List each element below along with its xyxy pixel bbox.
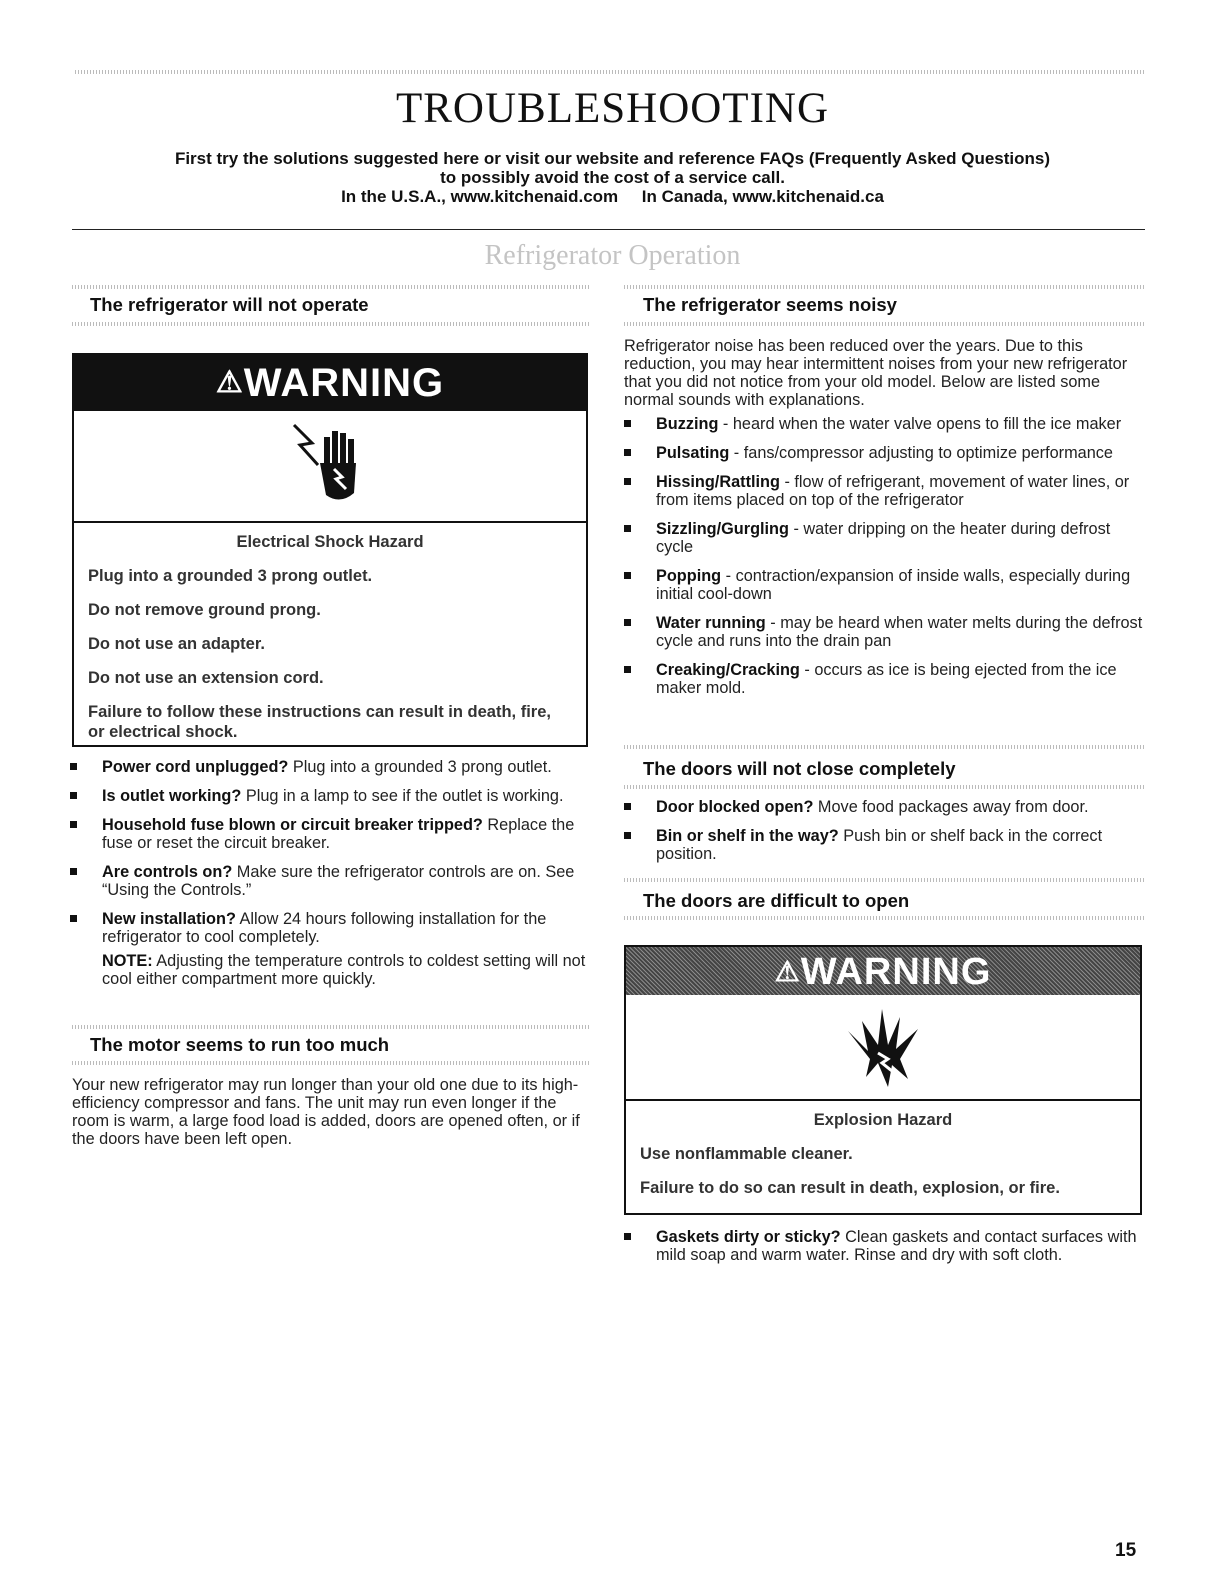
heading-will-not-operate: The refrigerator will not operate bbox=[90, 294, 369, 315]
bullet-icon bbox=[624, 619, 631, 626]
explosion-warning-box bbox=[624, 945, 1142, 1215]
right-rule-3 bbox=[624, 745, 1146, 749]
section-title: Refrigerator Operation bbox=[484, 240, 741, 271]
noisy-section bbox=[624, 337, 1146, 708]
intro-line-1: First try the solutions suggested here or visit our website and reference FAQs (Frequently Asked Questions) bbox=[174, 149, 1051, 168]
bullet-icon bbox=[70, 915, 77, 922]
left-rule-3 bbox=[72, 1025, 590, 1029]
right-rule-4 bbox=[624, 785, 1146, 789]
right-rule-6 bbox=[624, 916, 1146, 920]
heading-doors-not-close: The doors will not close completely bbox=[643, 758, 956, 779]
hazard-title: Electrical Shock Hazard bbox=[236, 533, 424, 551]
bullet-icon bbox=[70, 763, 77, 770]
hazard-title: Explosion Hazard bbox=[813, 1111, 953, 1129]
intro-line-2: to possibly avoid the cost of a service call. bbox=[440, 168, 785, 187]
heading-doors-difficult: The doors are difficult to open bbox=[643, 890, 910, 911]
list-item: Are controls on? Make sure the refrigerator controls are on. See “Using the Controls.” bbox=[70, 863, 590, 899]
electrical-warning-box bbox=[72, 353, 588, 747]
warning-line: Plug into a grounded 3 prong outlet. bbox=[88, 567, 373, 585]
left-rule-1 bbox=[72, 285, 590, 289]
bullet-icon bbox=[624, 478, 631, 485]
list-item: Hissing/Rattling - flow of refrigerant, movement of water lines, or from items placed on top of the refrigerator bbox=[624, 473, 1146, 509]
bullet-icon bbox=[624, 1233, 631, 1240]
explosion-icon-area bbox=[626, 995, 1140, 1101]
explosion-icon bbox=[838, 1001, 928, 1091]
warning-triangle-icon: ⚠ bbox=[215, 366, 244, 399]
left-rule-2 bbox=[72, 322, 590, 326]
warning-line: Do not use an extension cord. bbox=[88, 669, 324, 687]
warning-line: Failure to follow these instructions can result in death, fire, or electrical shock. bbox=[88, 703, 551, 741]
bullet-icon bbox=[624, 525, 631, 532]
list-item: Buzzing - heard when the water valve opens to fill the ice maker bbox=[624, 415, 1146, 433]
page-number: 15 bbox=[1115, 1540, 1137, 1561]
top-dotted-rule bbox=[75, 70, 1145, 74]
bullet-icon bbox=[70, 821, 77, 828]
list-item: Water running - may be heard when water melts during the defrost cycle and runs into the drain pan bbox=[624, 614, 1146, 650]
list-item: New installation? Allow 24 hours following installation for the refrigerator to cool completely. bbox=[70, 910, 590, 946]
heading-seems-noisy: The refrigerator seems noisy bbox=[643, 294, 897, 315]
bullet-icon bbox=[624, 666, 631, 673]
list-item: Popping - contraction/expansion of inside walls, especially during initial cool-down bbox=[624, 567, 1146, 603]
list-item: Household fuse blown or circuit breaker tripped? Replace the fuse or reset the circuit breaker. bbox=[70, 816, 590, 852]
bullet-icon bbox=[624, 832, 631, 839]
warning-text bbox=[626, 1101, 1140, 1198]
warning-text bbox=[74, 523, 586, 742]
warning-banner bbox=[626, 947, 1140, 995]
list-item: Bin or shelf in the way? Push bin or shelf back in the correct position. bbox=[624, 827, 1146, 863]
bullet-icon bbox=[624, 803, 631, 810]
right-rule-5 bbox=[624, 878, 1146, 882]
right-rule-1 bbox=[624, 285, 1146, 289]
warning-banner bbox=[74, 355, 586, 411]
electrical-shock-icon bbox=[290, 415, 370, 515]
warning-line: Failure to do so can result in death, explosion, or fire. bbox=[640, 1179, 1060, 1197]
header-divider bbox=[72, 229, 1145, 230]
list-item: Power cord unplugged? Plug into a grounded 3 prong outlet. bbox=[70, 758, 590, 776]
motor-paragraph: Your new refrigerator may run longer than your old one due to its high-efficiency compressor and fans. The unit may run even longer if the room is warm, a large food load is added, doors are opened often, or if the doors have been left open. bbox=[72, 1076, 580, 1148]
heading-motor-runs: The motor seems to run too much bbox=[90, 1034, 390, 1055]
right-rule-2 bbox=[624, 322, 1146, 326]
bullet-icon bbox=[624, 449, 631, 456]
list-item: Is outlet working? Plug in a lamp to see if the outlet is working. bbox=[70, 787, 590, 805]
bullet-icon bbox=[624, 572, 631, 579]
doors-close-section bbox=[624, 798, 1146, 874]
bullet-icon bbox=[70, 792, 77, 799]
note: NOTE: Adjusting the temperature controls to coldest setting will not cool either compartment more quickly. bbox=[102, 952, 586, 988]
warning-label: WARNING bbox=[243, 361, 445, 405]
left-rule-4 bbox=[72, 1061, 590, 1065]
bullet-icon bbox=[624, 420, 631, 427]
bullet-icon bbox=[70, 868, 77, 875]
list-item: Gaskets dirty or sticky? Clean gaskets and contact surfaces with mild soap and warm water. Rinse and dry with soft cloth. bbox=[624, 1228, 1146, 1264]
list-item: Sizzling/Gurgling - water dripping on the heater during defrost cycle bbox=[624, 520, 1146, 556]
list-item: Door blocked open? Move food packages away from door. bbox=[624, 798, 1146, 816]
list-item: Creaking/Cracking - occurs as ice is being ejected from the ice maker mold. bbox=[624, 661, 1146, 697]
warning-line: Use nonflammable cleaner. bbox=[640, 1145, 853, 1163]
warning-triangle-icon: ⚠ bbox=[774, 956, 801, 987]
page-title: TROUBLESHOOTING bbox=[395, 85, 830, 132]
warning-line: Do not remove ground prong. bbox=[88, 601, 321, 619]
left-bullets bbox=[70, 758, 590, 988]
noisy-intro: Refrigerator noise has been reduced over the years. Due to this reduction, you may hear intermittent noises from your new refrigerator that you did not notice from your old model. Below are listed some normal sounds with explanations. bbox=[624, 337, 1128, 409]
shock-icon-area bbox=[74, 411, 586, 523]
warning-label: WARNING bbox=[800, 951, 992, 993]
list-item: Pulsating - fans/compressor adjusting to optimize performance bbox=[624, 444, 1146, 462]
intro-line-3: In the U.S.A., www.kitchenaid.com In Canada, www.kitchenaid.ca bbox=[341, 187, 884, 206]
warning-line: Do not use an adapter. bbox=[88, 635, 265, 653]
gasket-section bbox=[624, 1228, 1146, 1275]
